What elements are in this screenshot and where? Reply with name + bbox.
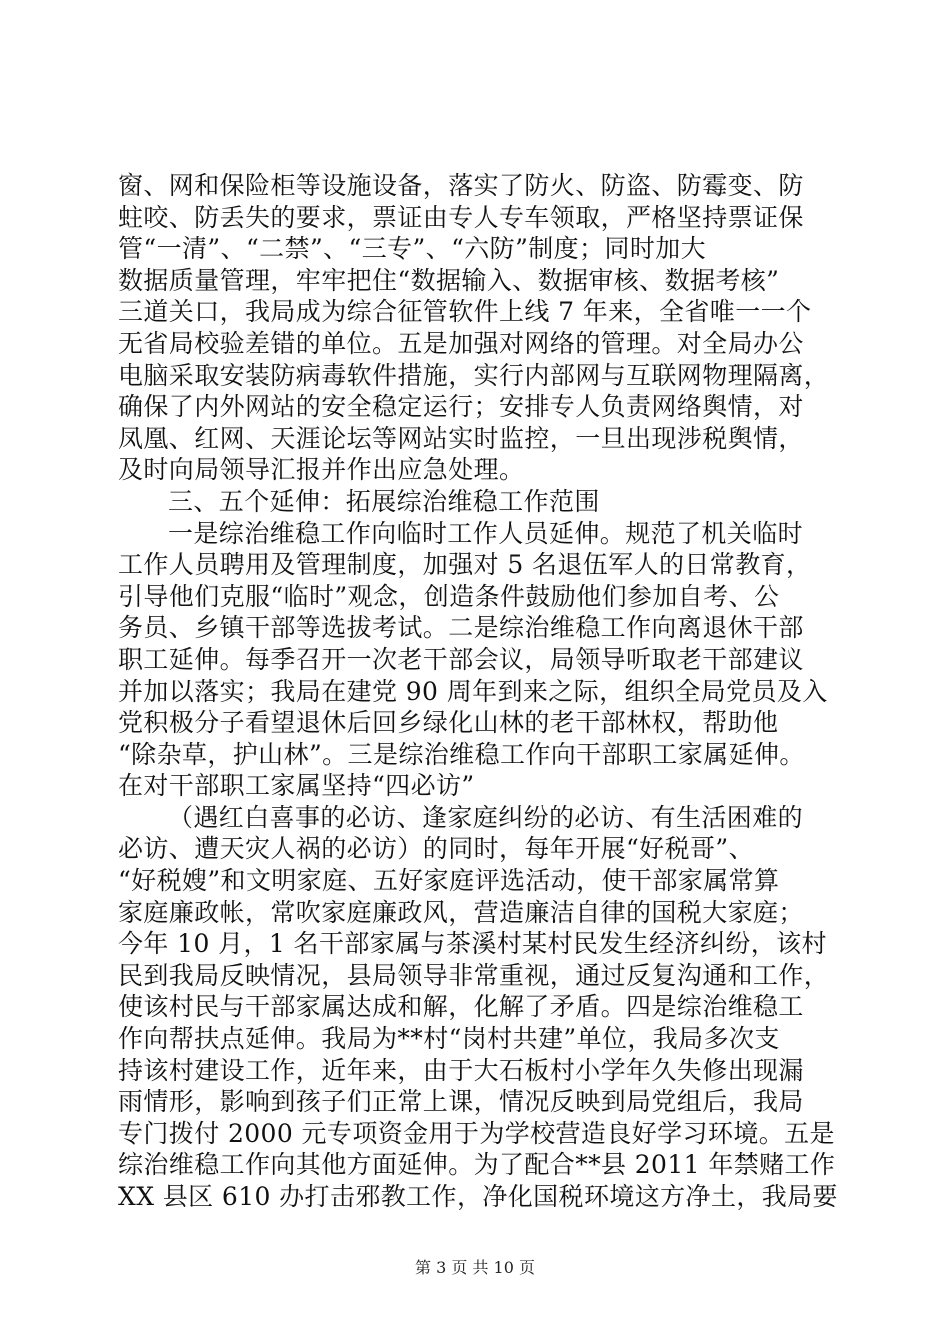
text-line: 党积极分子看望退休后回乡绿化山林的老干部林权，帮助他 bbox=[118, 708, 779, 738]
text-line: 民到我局反映情况，县局领导非常重视，通过反复沟通和工作， bbox=[118, 960, 830, 990]
text-line: 电脑采取安装防病毒软件措施，实行内部网与互联网物理隔离， bbox=[118, 360, 830, 390]
text-line: 工作人员聘用及管理制度，加强对 5 名退伍军人的日常教育， bbox=[118, 550, 812, 580]
text-line: 凤凰、红网、天涯论坛等网站实时监控，一旦出现涉税舆情， bbox=[118, 423, 804, 453]
text-line: 作向帮扶点延伸。我局为**村“岗村共建”单位，我局多次支 bbox=[118, 1024, 780, 1054]
text-line: 及时向局领导汇报并作出应急处理。 bbox=[118, 455, 525, 485]
text-line: 三道关口，我局成为综合征管软件上线 7 年来，全省唯一一个 bbox=[118, 297, 812, 327]
text-line: 使该村民与干部家属达成和解，化解了矛盾。四是综治维稳工 bbox=[118, 992, 804, 1022]
text-line: 无省局校验差错的单位。五是加强对网络的管理。对全局办公 bbox=[118, 328, 804, 358]
text-line: 并加以落实；我局在建党 90 周年到来之际，组织全局党员及入 bbox=[118, 676, 828, 706]
page-footer: 第 3 页 共 10 页 bbox=[415, 1258, 535, 1277]
text-line: 职工延伸。每季召开一次老干部会议，局领导听取老干部建议 bbox=[118, 644, 804, 674]
text-line: 今年 10 月，1 名干部家属与茶溪村某村民发生经济纠纷，该村 bbox=[118, 929, 827, 959]
text-line: 必访、遭天灾人祸的必访）的同时，每年开展“好税哥”、 bbox=[118, 834, 754, 864]
text-line: 持该村建设工作，近年来，由于大石板村小学年久失修出现漏 bbox=[118, 1055, 804, 1085]
text-line: 专门拨付 2000 元专项资金用于为学校营造良好学习环境。五是 bbox=[118, 1118, 835, 1148]
text-line: 综治维稳工作向其他方面延伸。为了配合**县 2011 年禁赌工作 bbox=[118, 1150, 836, 1180]
text-line: 家庭廉政帐，常吹家庭廉政风，营造廉洁自律的国税大家庭； bbox=[118, 897, 804, 927]
text-line: 雨情形，影响到孩子们正常上课，情况反映到局党组后，我局 bbox=[118, 1087, 804, 1117]
paragraph-start: 一是综治维稳工作向临时工作人员延伸。规范了机关临时 bbox=[168, 518, 804, 548]
text-line: 管“一清”、“二禁”、“三专”、“六防”制度；同时加大 bbox=[118, 234, 707, 264]
body-text bbox=[118, 170, 838, 1213]
text-line: XX 县区 610 办打击邪教工作，净化国税环境这方净土，我局要 bbox=[118, 1182, 838, 1211]
text-line: 在对干部职工家属坚持“四必访” bbox=[118, 771, 475, 801]
text-line: 引导他们克服“临时”观念，创造条件鼓励他们参加自考、公 bbox=[118, 581, 780, 611]
text-line: 窗、网和保险柜等设施设备，落实了防火、防盗、防霉变、防 bbox=[118, 171, 804, 200]
text-line: “好税嫂”和文明家庭、五好家庭评选活动，使干部家属常算 bbox=[118, 866, 780, 896]
section-heading: 三、五个延伸：拓展综治维稳工作范围 bbox=[168, 486, 600, 516]
text-line: 数据质量管理，牢牢把住“数据输入、数据审核、数据考核” bbox=[118, 265, 780, 295]
paragraph-start: （遇红白喜事的必访、逢家庭纠纷的必访、有生活困难的 bbox=[168, 802, 804, 832]
text-line: 蛀咬、防丢失的要求，票证由专人专车领取，严格坚持票证保 bbox=[118, 202, 804, 232]
text-line: “除杂草，护山林”。三是综治维稳工作向干部职工家属延伸。 bbox=[118, 739, 805, 769]
text-line: 务员、乡镇干部等选拔考试。二是综治维稳工作向离退休干部 bbox=[118, 613, 804, 643]
text-line: 确保了内外网站的安全稳定运行；安排专人负责网络舆情，对 bbox=[118, 392, 804, 422]
